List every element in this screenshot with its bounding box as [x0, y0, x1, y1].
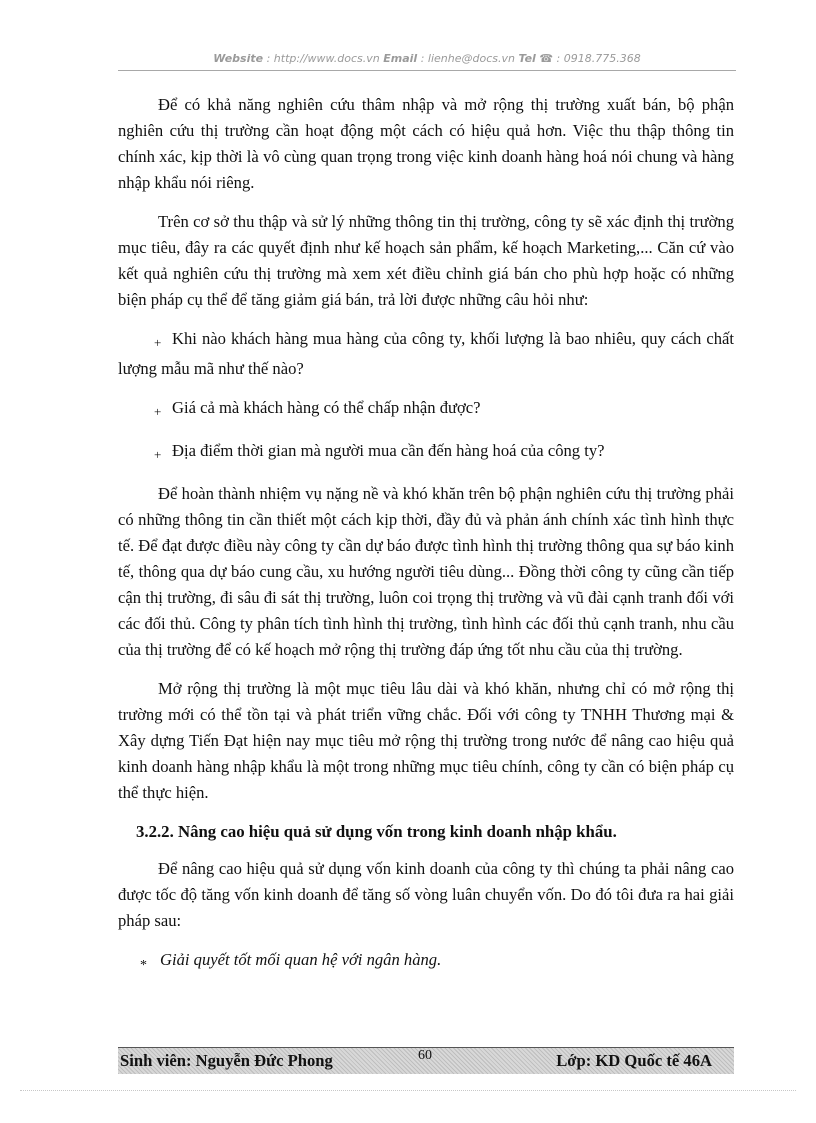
document-body	[118, 92, 734, 992]
website-url[interactable]: : http://www.docs.vn	[266, 52, 380, 65]
website-label: Website	[213, 52, 264, 65]
star-item-1	[118, 947, 734, 979]
bullet-text: Giá cả mà khách hàng có thể chấp nhận được?	[172, 398, 481, 417]
student-name: Sinh viên: Nguyễn Đức Phong	[120, 1051, 333, 1070]
paragraph-4: Mở rộng thị trường là một mục tiêu lâu dài và khó khăn, nhưng chỉ có mở rộng thị trường mới có thể tồn tại và phát triển vững chắc. Đối với công ty TNHH Thương mại & Xây dựng Tiến Đạt hiện nay mục tiêu mở rộng thị trường trong nước để nâng cao hiệu quả kinh doanh hàng nhập khẩu là một trong những mục tiêu chính, công ty cần có biện pháp cụ thể thực hiện.	[118, 679, 734, 802]
tel-label: Tel	[518, 52, 536, 65]
email-label: Email	[383, 52, 418, 65]
bullet-item-2	[118, 395, 734, 425]
page-header	[118, 50, 736, 71]
plus-bullet-icon: +	[154, 447, 162, 462]
bullet-text: Khi nào khách hàng mua hàng của công ty, khối lượng là bao nhiêu, quy cách chất lượng mẫu mã như thế nào?	[118, 329, 734, 378]
plus-bullet-icon: +	[154, 404, 162, 419]
page-footer	[118, 1047, 734, 1074]
page-number: 60	[418, 1048, 432, 1063]
bullet-text: Địa điểm thời gian mà người mua cần đến hàng hoá của công ty?	[172, 441, 605, 460]
section-heading: 3.2.2. Nâng cao hiệu quả sử dụng vốn trong kinh doanh nhập khẩu.	[136, 822, 617, 841]
email-address[interactable]: : lienhe@docs.vn	[420, 52, 515, 65]
paragraph-2: Trên cơ sở thu thập và sử lý những thông tin thị trường, công ty sẽ xác định thị trường mục tiêu, đây ra các quyết định như kế hoạch sản phẩm, kế hoạch Marketing,... Căn cứ vào kết quả nghiên cứu thị trường mà xem xét điều chỉnh giá bán cho phù hợp hoặc có những biện pháp cụ thể để tăng giảm giá bán, trả lời được những câu hỏi như:	[118, 212, 734, 309]
plus-bullet-icon: +	[154, 335, 162, 350]
asterisk-bullet-icon: *	[140, 958, 147, 973]
paragraph-3: Để hoàn thành nhiệm vụ nặng nề và khó khăn trên bộ phận nghiên cứu thị trường phải có những thông tin cần thiết một cách kịp thời, đầy đủ và phản ánh chính xác tình hình thực tế. Để đạt được điều này công ty cần dự báo được tình hình thị trường thông qua sự báo kinh tế, thông qua dự báo cung cầu, xu hướng người tiêu dùng... Đồng thời công ty cũng cần tiếp cận thị trường, đi sâu đi sát thị trường, luôn coi trọng thị trường và vũ đài cạnh tranh đối với các đối thủ. Công ty phân tích tình hình thị trường, tình hình các đối thủ cạnh tranh, nhu cầu của thị trường để có kế hoạch mở rộng thị trường đáp ứng tốt nhu cầu của thị trường.	[118, 484, 734, 659]
bottom-divider	[20, 1090, 796, 1091]
paragraph-5: Để nâng cao hiệu quả sử dụng vốn kinh doanh của công ty thì chúng ta phải nâng cao được tốc độ tăng vốn kinh doanh để tăng số vòng luân chuyển vốn. Do đó tôi đưa ra hai giải pháp sau:	[118, 859, 734, 930]
paragraph-1: Để có khả năng nghiên cứu thâm nhập và mở rộng thị trường xuất bán, bộ phận nghiên cứu thị trường cần hoạt động một cách có hiệu quả hơn. Việc thu thập thông tin chính xác, kịp thời là vô cùng quan trọng trong việc kinh doanh hàng hoá nói chung và hàng nhập khẩu nói riêng.	[118, 95, 734, 192]
star-text: Giải quyết tốt mối quan hệ với ngân hàng.	[160, 950, 442, 969]
tel-number: ☎ : 0918.775.368	[539, 52, 641, 65]
class-name: Lớp: KD Quốc tế 46A	[556, 1051, 712, 1070]
bullet-item-3	[118, 438, 734, 468]
bullet-item-1	[118, 326, 734, 382]
